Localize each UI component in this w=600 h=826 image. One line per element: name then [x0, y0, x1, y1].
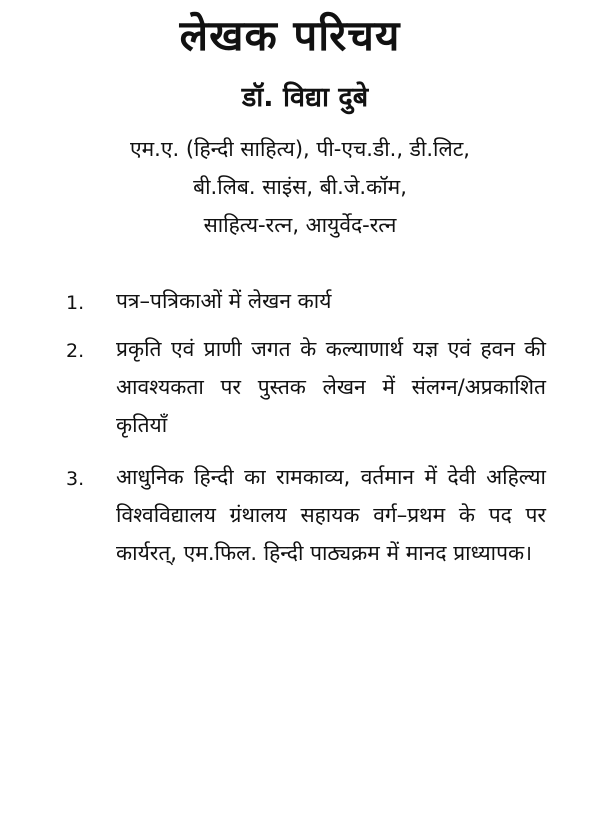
- qualification-line: एम.ए. (हिन्दी साहित्य), पी-एच.डी., डी.लिट,: [130, 137, 470, 161]
- list-item-number: 2.: [66, 340, 85, 362]
- list-item-text: प्रकृति एवं प्राणी जगत के कल्याणार्थ यज्ञ एवं हवन की आवश्यकता पर पुस्तक लेखन में संलग्न/अप्रकाशित कृतियाँ: [116, 337, 546, 437]
- author-name: डॉ. विद्या दुबे: [241, 82, 369, 113]
- qualification-line: बी.लिब. साइंस, बी.जे.कॉम,: [193, 175, 407, 199]
- list-item: [66, 458, 546, 572]
- page-heading: लेखक परिचय: [179, 11, 401, 60]
- qualification-line: साहित्य-रत्न, आयुर्वेद-रत्न: [203, 213, 397, 237]
- list-item-number: 1.: [66, 292, 85, 314]
- list-item: [66, 330, 546, 444]
- list-item-number: 3.: [66, 468, 85, 490]
- list-item: [66, 282, 546, 322]
- achievement-list: [66, 282, 546, 572]
- list-item-text: पत्र–पत्रिकाओं में लेखन कार्य: [116, 289, 332, 313]
- list-item-text: आधुनिक हिन्दी का रामकाव्य, वर्तमान में देवी अहिल्या विश्वविद्यालय ग्रंथालय सहायक वर्ग–प्रथम के पद पर कार्यरत्, एम.फिल. हिन्दी पाठ्यक्रम में मानद प्राध्यापक।: [116, 465, 546, 565]
- qualifications-block: [0, 130, 600, 244]
